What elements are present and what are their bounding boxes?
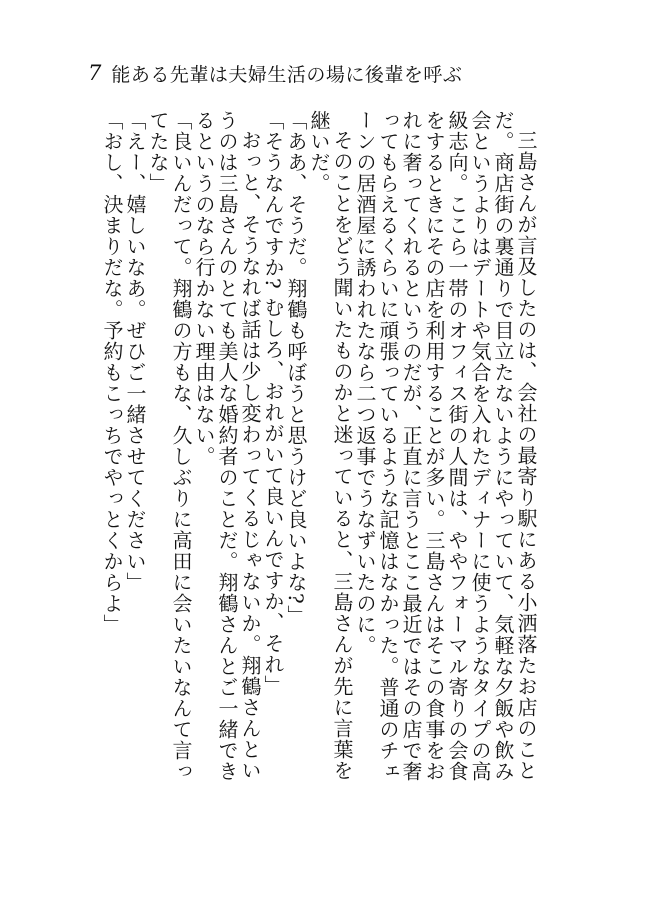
paragraph: そのことをどう聞いたものかと迷っていると、三島さんが先に言葉を継いだ。	[307, 110, 354, 781]
dialogue-line: 「そうなんですか? むしろ、おれがいて良いんですか、それ」	[261, 110, 285, 697]
chapter-number: 7	[88, 61, 102, 85]
chapter-title: 能ある先輩は夫婦生活の場に後輩を呼ぶ	[111, 63, 463, 86]
dialogue-line: 「良いんだって。翔鶴の方もな、久しぶりに高田に会いたいなんて言ってたな」	[146, 110, 193, 782]
page-header	[88, 58, 609, 88]
dialogue-line: 「ああ、そうだ。翔鶴も呼ぼうと思うけど良いよな?」	[284, 110, 308, 626]
body-text	[100, 110, 538, 800]
paragraph: おっと、そうなれば話は少し変わってくるじゃないか。翔鶴さんというのは三島さんのとても美人な婚約者のことだ。翔鶴さんとご一緒できるというのなら行かない理由はない。	[192, 110, 262, 782]
dialogue-line: 「えー、嬉しいなあ。ぜひご一緒させてください」	[123, 110, 147, 593]
dialogue-line: 「おし、決まりだな。予約もこっちでやっとくからよ」	[100, 110, 124, 635]
paragraph: 三島さんが言及したのは、会社の最寄り駅にある小洒落たお店のことだ。商店街の裏通りで目立たないようにやっていて、気軽な夕飯や飲み会というよりはデートや気合を入れたディナーに使うようなタイプの高級志向。ここら一帯のオフィス街の人間は、ややフォーマル寄りの会食をするときにその店を利用することが多い。三島さんはそこの食事をおれに奢ってくれるというのだが、正直に言うとここ最近ではその店で奢ってもらえるくらいに頑張っているような記憶はなかった。普通のチェーンの居酒屋に誘われたなら二つ返事でうなずいたのに。	[353, 110, 538, 782]
